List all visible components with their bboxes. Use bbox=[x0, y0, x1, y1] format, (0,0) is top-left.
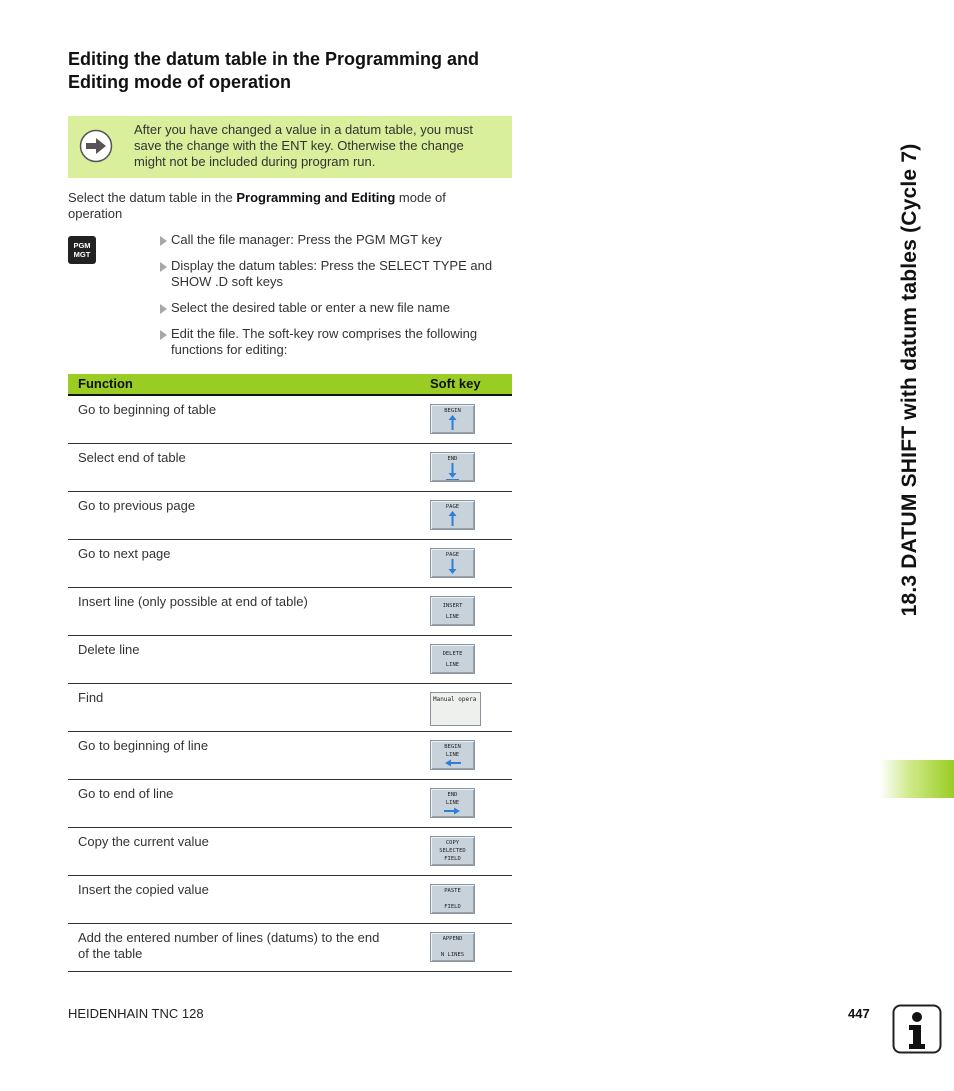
row-function: Go to previous page bbox=[78, 498, 196, 513]
softkey-delete-line[interactable] bbox=[430, 644, 475, 674]
chapter-tab bbox=[880, 760, 954, 798]
intro-paragraph bbox=[68, 190, 512, 222]
chapter-side-title bbox=[870, 0, 950, 760]
softkey-label: END bbox=[447, 792, 458, 798]
softkey-label: SELECTED bbox=[439, 848, 466, 854]
table-row bbox=[68, 636, 512, 684]
header-softkey: Soft key bbox=[430, 376, 481, 391]
step-arrow-icon bbox=[160, 262, 167, 272]
row-function: Insert line (only possible at end of table) bbox=[78, 594, 308, 609]
softkey-label: PASTE bbox=[444, 888, 461, 894]
table-header bbox=[68, 374, 512, 396]
softkey-append-lines[interactable] bbox=[430, 932, 475, 962]
softkey-paste-field[interactable] bbox=[430, 884, 475, 914]
row-function-line-2: of the table bbox=[78, 946, 143, 961]
info-icon bbox=[892, 1004, 942, 1054]
softkey-label: LINE bbox=[445, 614, 460, 620]
row-function: Select end of table bbox=[78, 450, 186, 465]
softkey-label: BEGIN bbox=[444, 408, 461, 414]
row-function: Go to next page bbox=[78, 546, 171, 561]
step-item bbox=[158, 258, 514, 290]
arrow-left-icon bbox=[431, 741, 474, 769]
arrow-up-icon bbox=[431, 405, 474, 433]
arrow-down-icon bbox=[431, 549, 474, 577]
row-function bbox=[78, 930, 414, 962]
row-function-line-1: Add the entered number of lines (datums) to the end bbox=[78, 930, 380, 945]
row-function: Find bbox=[78, 690, 104, 705]
arrow-right-icon bbox=[431, 789, 474, 817]
row-function: Go to beginning of line bbox=[78, 738, 209, 753]
softkey-begin-line[interactable] bbox=[430, 740, 475, 770]
section-heading bbox=[68, 48, 528, 94]
softkey-label: DELETE bbox=[442, 651, 463, 657]
softkey-label: LINE bbox=[445, 800, 460, 806]
table-row bbox=[68, 876, 512, 924]
softkey-label: LINE bbox=[445, 662, 460, 668]
softkey-table bbox=[68, 374, 512, 972]
step-text: Call the file manager: Press the PGM MGT key bbox=[171, 232, 442, 247]
softkey-insert-line[interactable] bbox=[430, 596, 475, 626]
note-line-2: save the change with the ENT key. Otherwise the change bbox=[134, 138, 464, 153]
softkey-label: LINE bbox=[445, 752, 460, 758]
note-box bbox=[68, 116, 512, 178]
step-item bbox=[158, 300, 514, 316]
softkey-end-line[interactable] bbox=[430, 788, 475, 818]
table-row bbox=[68, 492, 512, 540]
step-item bbox=[158, 326, 514, 358]
note-line-3: might not be included during program run. bbox=[134, 154, 376, 169]
arrow-up-icon bbox=[431, 501, 474, 529]
softkey-end[interactable] bbox=[430, 452, 475, 482]
softkey-page-up[interactable] bbox=[430, 500, 475, 530]
step-arrow-icon bbox=[160, 330, 167, 340]
step-list bbox=[158, 232, 514, 368]
step-item bbox=[158, 232, 514, 248]
softkey-label: PAGE bbox=[445, 552, 460, 558]
heading-line-2: Editing mode of operation bbox=[68, 72, 291, 92]
table-row bbox=[68, 684, 512, 732]
step-arrow-icon bbox=[160, 304, 167, 314]
intro-after: mode of bbox=[395, 190, 446, 205]
softkey-label: FIELD bbox=[444, 856, 461, 862]
intro-before: Select the datum table in the bbox=[68, 190, 237, 205]
arrow-right-icon bbox=[79, 129, 113, 163]
softkey-label: COPY bbox=[445, 840, 460, 846]
intro-bold: Programming and Editing bbox=[236, 190, 396, 205]
pgm-key-line-2: MGT bbox=[73, 250, 91, 259]
softkey-label: APPEND bbox=[442, 936, 463, 942]
softkey-label: PAGE bbox=[445, 504, 460, 510]
footer-product: HEIDENHAIN TNC 128 bbox=[68, 1006, 204, 1021]
row-function: Copy the current value bbox=[78, 834, 209, 849]
step-text-cont: SHOW .D soft keys bbox=[171, 274, 283, 289]
row-function: Delete line bbox=[78, 642, 140, 657]
table-row bbox=[68, 780, 512, 828]
softkey-label: INSERT bbox=[442, 603, 463, 609]
row-function: Go to end of line bbox=[78, 786, 174, 801]
table-row bbox=[68, 540, 512, 588]
softkey-label: N LINES bbox=[440, 952, 465, 958]
arrow-down-icon bbox=[431, 453, 474, 481]
step-text: Edit the file. The soft-key row comprises the following bbox=[171, 326, 478, 341]
softkey-label: FIELD bbox=[444, 904, 461, 910]
softkey-label: END bbox=[447, 456, 458, 462]
softkey-begin[interactable] bbox=[430, 404, 475, 434]
page-number: 447 bbox=[848, 1006, 870, 1021]
softkey-page-down[interactable] bbox=[430, 548, 475, 578]
pgm-mgt-key-icon bbox=[68, 236, 96, 264]
header-function: Function bbox=[78, 376, 133, 391]
step-text: Display the datum tables: Press the SELECT TYPE and bbox=[171, 258, 493, 273]
note-line-1: After you have changed a value in a datum table, you must bbox=[134, 122, 473, 137]
heading-line-1: Editing the datum table in the Programming and bbox=[68, 49, 480, 69]
step-text: Select the desired table or enter a new file name bbox=[171, 300, 450, 315]
softkey-label: Manual opera bbox=[433, 696, 477, 703]
table-row bbox=[68, 588, 512, 636]
step-arrow-icon bbox=[160, 236, 167, 246]
softkey-find[interactable] bbox=[430, 692, 481, 726]
row-function: Go to beginning of table bbox=[78, 402, 217, 417]
table-row bbox=[68, 732, 512, 780]
table-row bbox=[68, 924, 512, 972]
note-text bbox=[134, 122, 506, 170]
table-row bbox=[68, 444, 512, 492]
table-row bbox=[68, 828, 512, 876]
intro-line-2: operation bbox=[68, 206, 123, 221]
side-title-text: 18.3 DATUM SHIFT with datum tables (Cycle 7) bbox=[898, 143, 921, 617]
pgm-key-line-1: PGM bbox=[73, 241, 91, 250]
row-function: Insert the copied value bbox=[78, 882, 209, 897]
softkey-label: BEGIN bbox=[444, 744, 461, 750]
table-row bbox=[68, 396, 512, 444]
step-text-cont: functions for editing: bbox=[171, 342, 288, 357]
softkey-copy-field[interactable] bbox=[430, 836, 475, 866]
